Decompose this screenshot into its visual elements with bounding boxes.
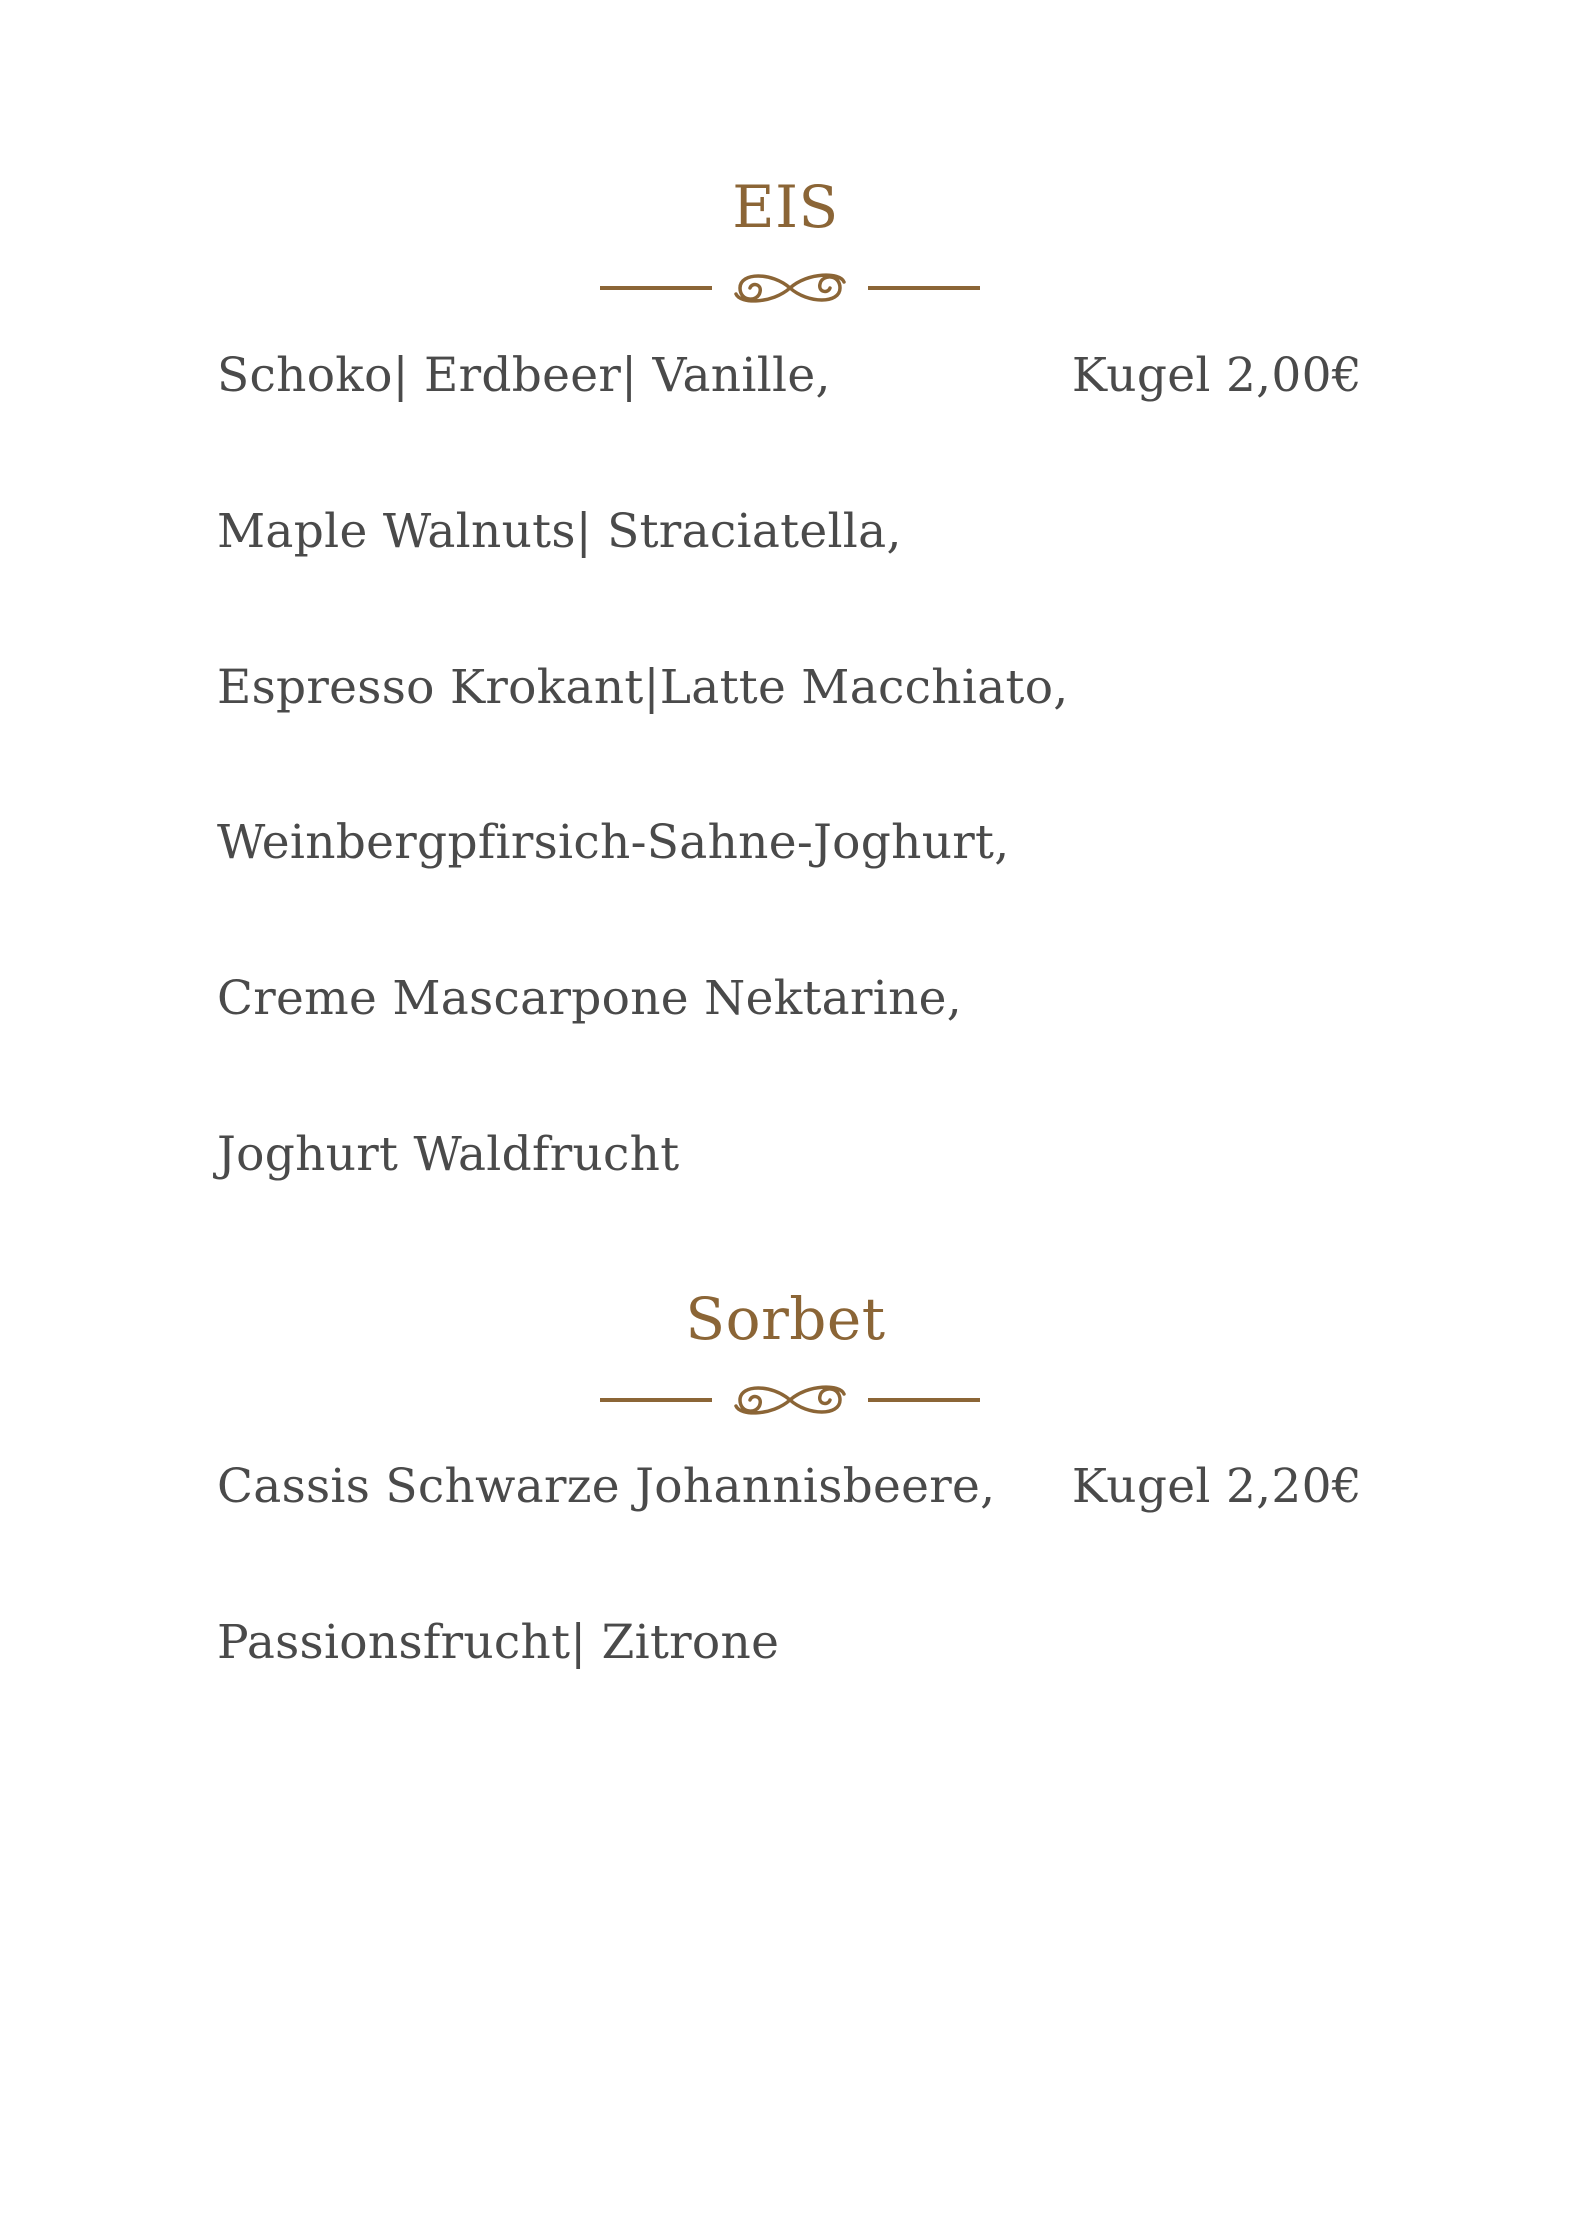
sorbet-item-2: Passionsfrucht| Zitrone (217, 1615, 780, 1670)
sorbet-item-1: Cassis Schwarze Johannisbeere, (217, 1459, 996, 1514)
eis-item-5: Creme Mascarpone Nektarine, (217, 971, 962, 1026)
ornament-divider-icon (600, 1370, 980, 1430)
eis-item-1: Schoko| Erdbeer| Vanille, (217, 348, 831, 403)
ornament-divider-icon (600, 258, 980, 318)
eis-item-4: Weinbergpfirsich-Sahne-Joghurt, (217, 815, 1010, 870)
eis-item-3: Espresso Krokant|Latte Macchiato, (217, 660, 1069, 715)
section-title-sorbet: Sorbet (685, 1285, 886, 1353)
eis-item-2: Maple Walnuts| Straciatella, (217, 504, 902, 559)
section-title-eis: EIS (732, 173, 839, 241)
eis-item-6: Joghurt Waldfrucht (217, 1127, 680, 1182)
sorbet-price: Kugel 2,20€ (1071, 1459, 1362, 1514)
eis-price: Kugel 2,00€ (1071, 348, 1362, 403)
